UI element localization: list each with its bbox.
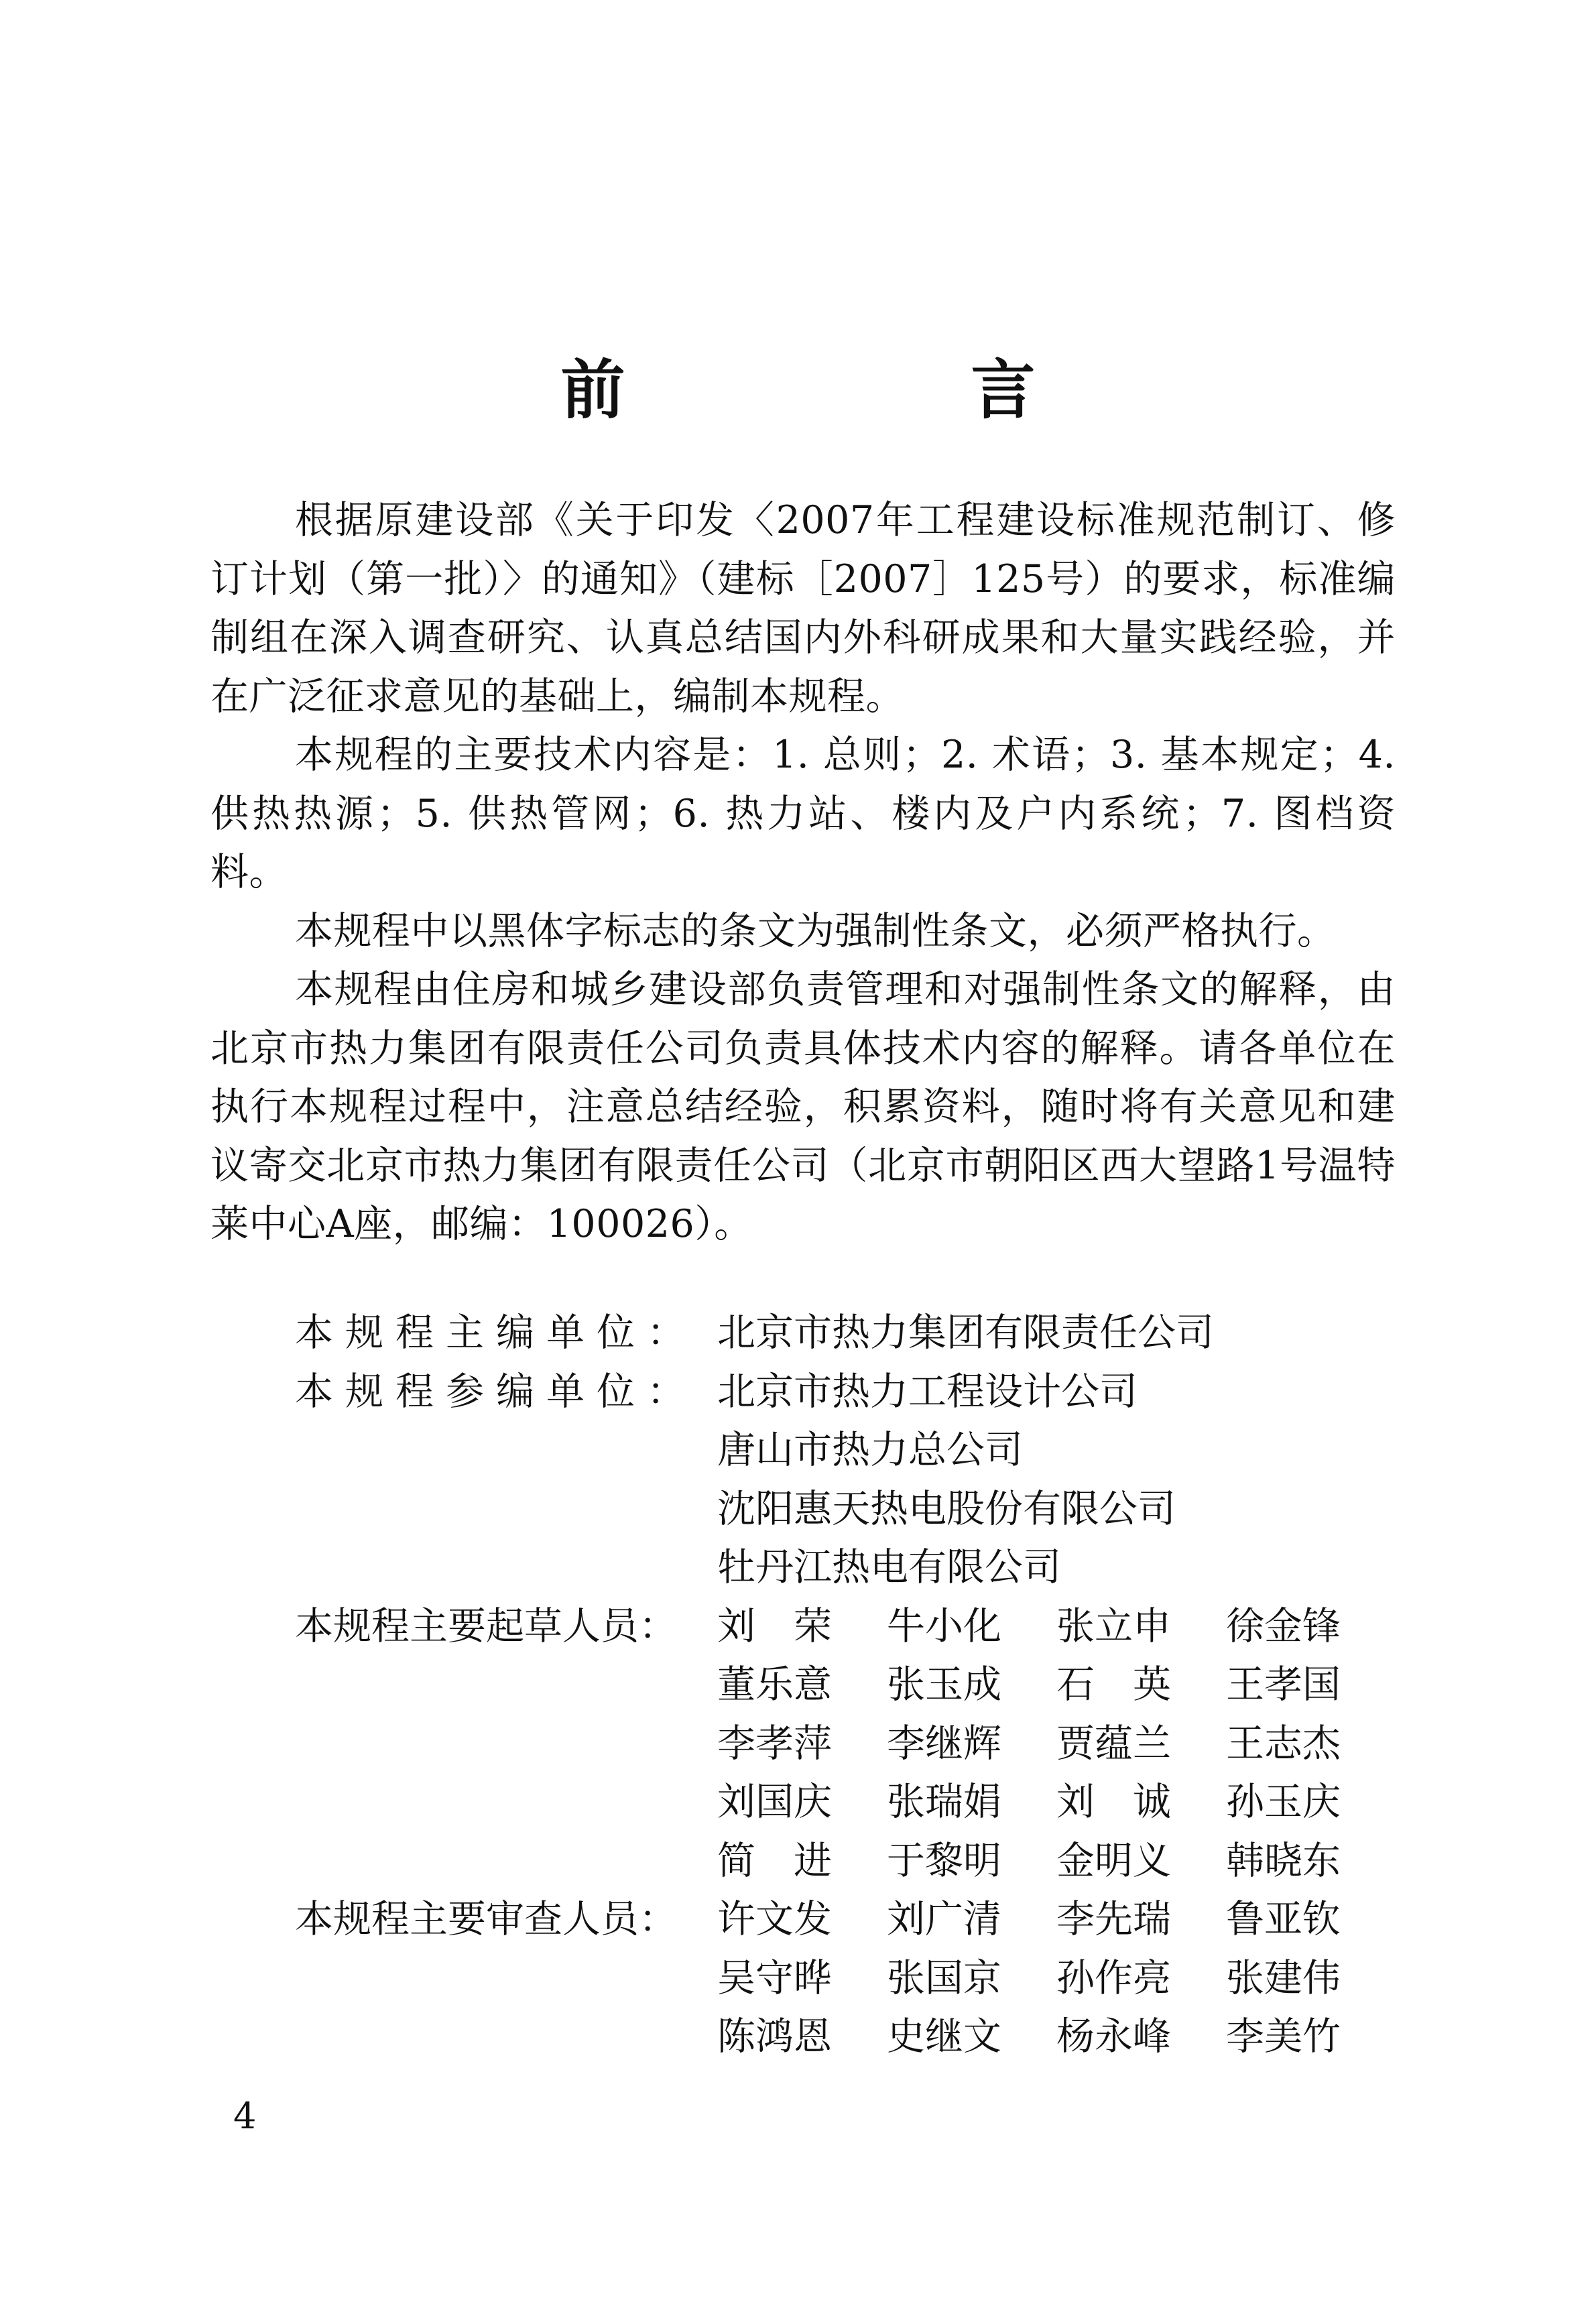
preface-body [210,491,1396,1254]
drafter-name: 韩晓东 [1226,1838,1341,1883]
drafter-name: 刘 荣 [717,1603,832,1648]
drafter-name: 张立申 [1056,1603,1171,1648]
paragraph-basis: 根据原建设部《关于印发〈2007年工程建设标准规范制订、修订计划（第一批）〉的通知》（建标［2007］125号）的要求，标准编制组在深入调查研究、认真总结国内外科研成果和大量实践经验，并在广泛征求意见的基础上，编制本规程。 [210,498,1396,719]
credits-section [295,1304,1396,2067]
paragraph-mandatory: 本规程中以黑体字标志的条文为强制性条文，必须严格执行。 [295,908,1336,953]
drafter-name: 张瑞娟 [887,1780,1001,1824]
paragraph-contents: 本规程的主要技术内容是：1. 总则；2. 术语；3. 基本规定；4. 供热热源；5. 供热管网；6. 热力站、楼内及户内系统；7. 图档资料。 [210,733,1396,894]
reviewers-names [717,1890,1396,2067]
page-title: 前 言 [560,352,1176,428]
chief-editor-name: 北京市热力集团有限责任公司 [717,1311,1214,1355]
drafter-name: 张玉成 [887,1662,1001,1707]
drafter-name: 王志杰 [1226,1721,1341,1766]
drafters-label: 本规程主要起草人员： [295,1603,677,1648]
reviewer-name: 陈鸿恩 [717,2014,832,2059]
participating-unit: 唐山市热力总公司 [717,1428,1023,1472]
reviewer-name: 孙作亮 [1056,1955,1171,2000]
page-number: 4 [233,2095,257,2137]
drafter-name: 李继辉 [887,1721,1001,1766]
drafter-name: 石 英 [1056,1662,1171,1707]
participating-values [717,1363,1396,1597]
reviewer-name: 张建伟 [1226,1955,1341,2000]
reviewer-name: 张国京 [887,1955,1001,2000]
drafter-name: 李孝萍 [717,1721,832,1766]
reviewer-name: 刘广清 [887,1897,1001,1941]
participating-units [295,1363,1396,1597]
reviewer-name: 李先瑞 [1056,1897,1171,1941]
drafter-name: 王孝国 [1226,1662,1341,1707]
drafters-names [717,1597,1396,1891]
reviewer-name: 许文发 [717,1897,832,1941]
reviewer-name: 李美竹 [1226,2014,1341,2059]
drafters-group [295,1597,1396,1891]
reviewers-group [295,1890,1396,2067]
drafter-name: 牛小化 [887,1603,1001,1648]
reviewer-name: 杨永峰 [1056,2014,1171,2059]
drafter-name: 董乐意 [717,1662,832,1707]
drafter-name: 徐金锋 [1226,1603,1341,1648]
drafter-name: 简 进 [717,1838,832,1883]
chief-editor-values [717,1304,1396,1363]
paragraph-management: 本规程由住房和城乡建设部负责管理和对强制性条文的解释，由北京市热力集团有限责任公司负责具体技术内容的解释。请各单位在执行本规程过程中，注意总结经验，积累资料，随时将有关意见和建议寄交北京市热力集团有限责任公司（北京市朝阳区西大望路1号温特莱中心A座，邮编：100026）。 [210,967,1396,1246]
reviewers-label: 本规程主要审查人员： [295,1897,677,1941]
participating-unit: 北京市热力工程设计公司 [717,1369,1138,1414]
participating-unit: 沈阳惠天热电股份有限公司 [717,1486,1176,1531]
drafter-name: 贾蕴兰 [1056,1721,1171,1766]
reviewer-name: 史继文 [887,2014,1001,2059]
drafter-name: 孙玉庆 [1226,1780,1341,1824]
drafter-name: 金明义 [1056,1838,1171,1883]
reviewer-name: 鲁亚钦 [1226,1897,1341,1941]
participating-unit: 牡丹江热电有限公司 [717,1545,1061,1589]
chief-editor-unit [295,1304,1396,1363]
drafter-name: 刘国庆 [717,1780,832,1824]
drafter-name: 于黎明 [887,1838,1001,1883]
drafter-name: 刘 诚 [1056,1780,1171,1824]
participating-label: 本规程参编单位： [295,1369,697,1414]
reviewer-name: 吴守晔 [717,1955,832,2000]
chief-editor-label: 本规程主编单位： [295,1311,697,1355]
